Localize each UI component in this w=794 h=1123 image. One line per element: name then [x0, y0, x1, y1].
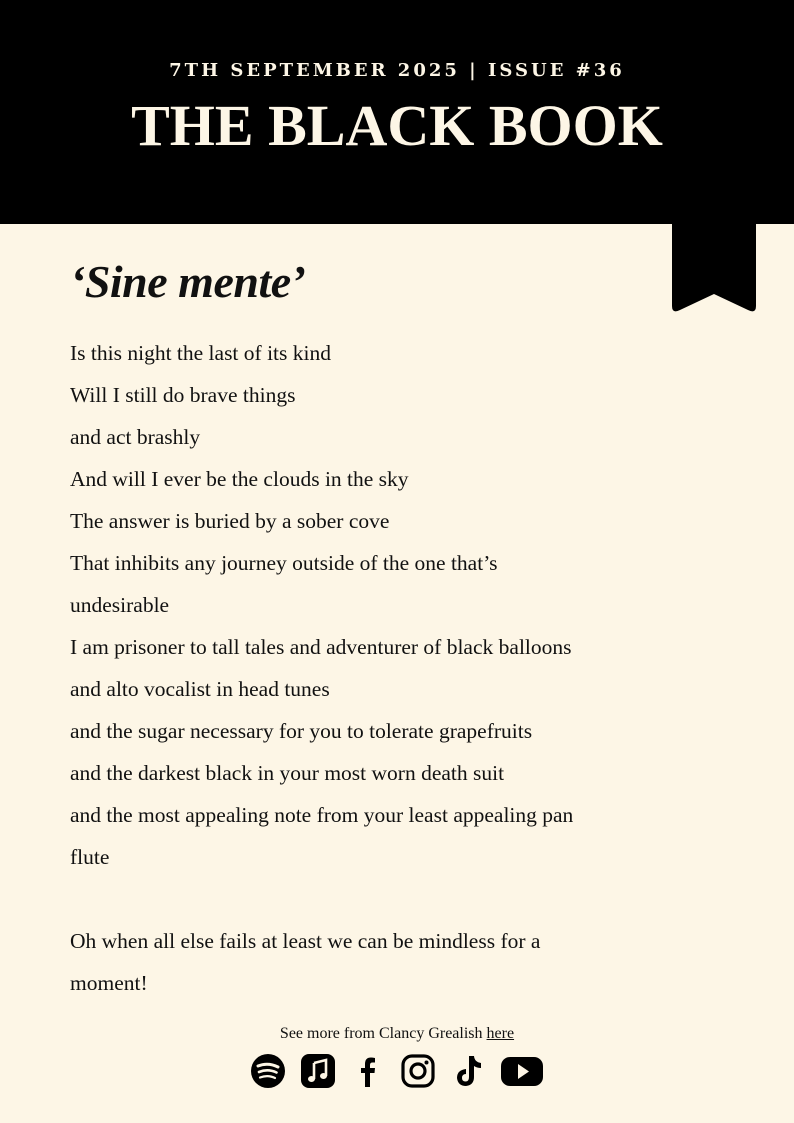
poem-line: Will I still do brave things [70, 383, 296, 407]
footer [0, 1023, 794, 1043]
facebook-icon[interactable] [350, 1053, 386, 1089]
instagram-icon[interactable] [400, 1053, 436, 1089]
poem-line: and alto vocalist in head tunes [70, 677, 330, 701]
poem-line: and act brashly [70, 425, 201, 449]
poem-line: and the sugar necessary for you to tolerate grapefruits [70, 719, 533, 743]
more-link[interactable]: here [486, 1025, 515, 1042]
footer-text: See more from Clancy Grealish [279, 1025, 487, 1042]
poem-line: Oh when all else fails at least we can be mindless for a [70, 929, 541, 953]
poem-line: That inhibits any journey outside of the one that’s [70, 551, 498, 575]
poem-line: and the most appealing note from your least appealing pan [70, 803, 574, 827]
poem-line: I am prisoner to tall tales and adventurer of black balloons [70, 635, 572, 659]
youtube-icon[interactable] [500, 1053, 544, 1089]
spotify-icon[interactable] [250, 1053, 286, 1089]
poem-line: flute [70, 845, 110, 869]
masthead [0, 0, 794, 224]
poem-section [70, 255, 740, 1004]
poem-line: and the darkest black in your most worn death suit [70, 761, 505, 785]
poem-body [70, 332, 740, 1004]
tiktok-icon[interactable] [450, 1053, 486, 1089]
poem-line: moment! [70, 971, 148, 995]
poem-line: And will I ever be the clouds in the sky [70, 467, 409, 491]
poem-line: The answer is buried by a sober cove [70, 509, 390, 533]
poem-line [70, 878, 740, 920]
issue-date-line: 7TH SEPTEMBER 2025 | ISSUE #36 [169, 60, 625, 81]
poem-title: ‘Sine mente’ [70, 256, 306, 307]
social-links [0, 1053, 794, 1089]
publication-title: THE BLACK BOOK [131, 93, 663, 158]
apple-music-icon[interactable] [300, 1053, 336, 1089]
poem-line: Is this night the last of its kind [70, 341, 331, 365]
poem-line: undesirable [70, 593, 170, 617]
